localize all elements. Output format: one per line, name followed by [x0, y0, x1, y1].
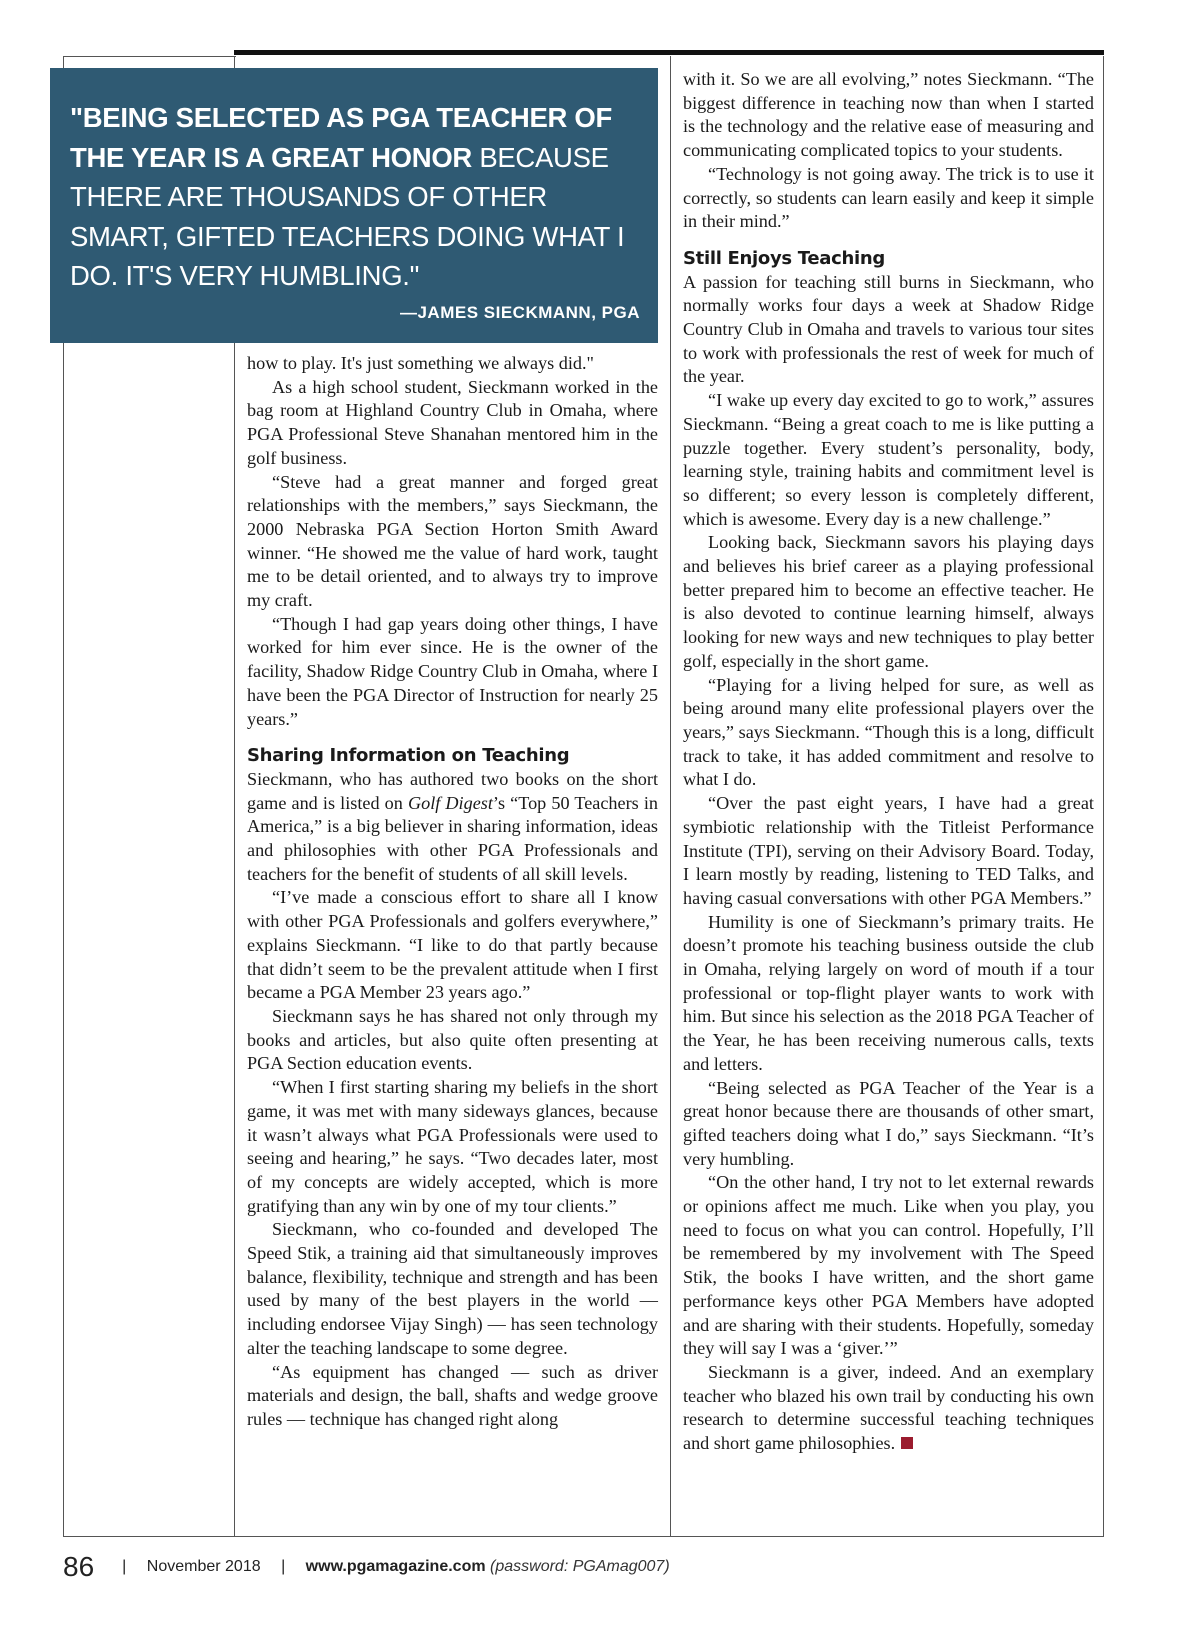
- issue-date: November 2018: [146, 1558, 261, 1575]
- paragraph: “Being selected as PGA Teacher of the Year is a great honor because there are thousands of other smart, gifted teachers doing what I do,” says Sieckmann. “It’s very humbling.: [683, 1077, 1094, 1169]
- paragraph: how to play. It's just something we always did.": [247, 353, 594, 373]
- paragraph-text: Sieckmann is a giver, indeed. And an exemplary teacher who blazed his own trail by conducting his own research to determine successful teaching techniques and short game philosophies.: [683, 1361, 1094, 1454]
- paragraph: “Over the past eight years, I have had a great symbiotic relationship with the Titleist Performance Institute (TPI), serving on their Advisory Board. Today, I learn mostly by reading, listening to TED Talks, and having casual conversations with other PGA Members.”: [683, 793, 1094, 908]
- paragraph: “Technology is not going away. The trick is to use it correctly, so students can learn easily and keep it simple in their mind.”: [683, 163, 1094, 232]
- password-note: (password: PGAmag007): [490, 1558, 670, 1575]
- paragraph: Looking back, Sieckmann savors his playing days and believes his brief career as a playing professional better prepared him to become an effective teacher. He is also devoted to continue learning himself, always looking for new ways and new techniques to play better golf, especially in the short game.: [683, 532, 1094, 671]
- paragraph: “I wake up every day excited to go to work,” assures Sieckmann. “Being a great coach to me is like putting a puzzle together. Every student’s personality, body, learning style, training habits and commitment level is so different; so every lesson is completely different, which is awesome. Every day is a new challenge.”: [683, 390, 1094, 529]
- top-rule: [234, 50, 1104, 55]
- paragraph-text: ’s “Top 50 Teachers in America,” is a big believer in sharing information, ideas and philosophies with other PGA Professionals and teachers for the benefit of students of all skill levels.: [247, 792, 658, 884]
- paragraph: “As equipment has changed — such as driver materials and design, the ball, shafts and wedge groove rules — technique has changed right along: [247, 1361, 658, 1429]
- paragraph: A passion for teaching still burns in Sieckmann, who normally works four days a week at Shadow Ridge Country Club in Omaha and travels to various tour sites to work with professionals the rest of week for much of the year.: [683, 271, 1094, 387]
- footer-separator: |: [122, 1558, 127, 1575]
- section-heading: Still Enjoys Teaching: [683, 247, 886, 269]
- website-link[interactable]: www.pgamagazine.com: [305, 1558, 486, 1575]
- article-column-right: [683, 68, 1094, 1456]
- paragraph-text: Sieckmann, who has authored two books on the short game and is listed on: [247, 768, 658, 813]
- paragraph: “On the other hand, I try not to let external rewards or opinions affect me much. Like when you play, you need to focus on what you can control. Hopefully, I’ll be remembered by my involvement with The Speed Stik, the books I have written, and the short game performance keys other PGA Members have adopted and are sharing with their students. Hopefully, someday they will say I was a ‘giver.’”: [683, 1172, 1094, 1359]
- paragraph: “When I first starting sharing my beliefs in the short game, it was met with many sideways glances, because it wasn’t always what PGA Professionals were used to seeing and hearing,” he says. “Two decades later, most of my concepts are widely accepted, which is more gratifying than any win by one of my tour clients.”: [247, 1077, 658, 1216]
- paragraph: “I’ve made a conscious effort to share all I know with other PGA Professionals and golfers everywhere,” explains Sieckmann. “I like to do that partly because that didn’t seem to be the prevalent attitude when I first became a PGA Member 23 years ago.”: [247, 887, 658, 1003]
- paragraph: “Though I had gap years doing other things, I have worked for him ever since. He is the owner of the facility, Shadow Ridge Country Club in Omaha, where I have been the PGA Director of Instruction for nearly 25 years.”: [247, 613, 658, 729]
- page-number: 86: [63, 1551, 95, 1582]
- paragraph: As a high school student, Sieckmann worked in the bag room at Highland Country Club in Omaha, where PGA Professional Steve Shanahan mentored him in the golf business.: [247, 376, 658, 468]
- publication-title: Golf Digest: [407, 792, 493, 813]
- paragraph: Sieckmann, who co-founded and developed The Speed Stik, a training aid that simultaneously improves balance, flexibility, technique and strength and has been used by many of the best players in the world — including endorsee Vijay Singh) — has seen technology alter the teaching landscape to some degree.: [247, 1219, 658, 1358]
- section-heading: Sharing Information on Teaching: [247, 745, 570, 767]
- paragraph: Sieckmann says he has shared not only through my books and articles, but also quite often presenting at PGA Section education events.: [247, 1005, 658, 1074]
- paragraph: “Steve had a great manner and forged great relationships with the members,” says Sieckmann, the 2000 Nebraska PGA Section Horton Smith Award winner. “He showed me the value of hard work, taught me to be detail oriented, and to always try to improve my craft.: [247, 471, 658, 611]
- page-footer: [63, 1547, 670, 1587]
- article-column-left: [247, 352, 658, 1432]
- paragraph: [683, 1361, 1094, 1456]
- paragraph: [247, 768, 658, 887]
- end-of-article-square-icon: [901, 1437, 913, 1449]
- pull-quote-rest: BECAUSE THERE ARE THOUSANDS OF OTHER SMART, GIFTED TEACHERS DOING WHAT I DO. IT'S VERY HUMBLING.": [70, 141, 625, 291]
- pull-quote-bold: "BEING SELECTED AS PGA TEACHER OF THE YEAR IS A GREAT HONOR: [70, 102, 612, 173]
- paragraph: with it. So we are all evolving,” notes Sieckmann. “The biggest difference in teaching now than when I started is the technology and the relative ease of measuring and communicating complicated topics to your students.: [683, 69, 1094, 161]
- pull-quote-attribution: —JAMES SIECKMANN, PGA: [399, 303, 640, 322]
- paragraph: Humility is one of Sieckmann’s primary traits. He doesn’t promote his teaching business outside the club in Omaha, relying largely on word of mouth if a tour professional or top-flight player wants to work with him. But since his selection as the 2018 PGA Teacher of the Year, he has been receiving numerous calls, texts and letters.: [683, 911, 1094, 1074]
- column-rule-right: [1103, 56, 1104, 1537]
- bottom-rule: [63, 1536, 1104, 1537]
- column-rule-middle: [670, 56, 671, 1537]
- paragraph: “Playing for a living helped for sure, as well as being around many elite professional players over the years,” says Sieckmann. “Though this is a long, difficult track to take, it has added commitment and resolve to what I do.: [683, 674, 1094, 790]
- footer-separator: |: [281, 1558, 286, 1575]
- footer-info: [122, 1558, 670, 1576]
- pull-quote-text: [70, 98, 636, 296]
- pull-quote: [50, 68, 658, 343]
